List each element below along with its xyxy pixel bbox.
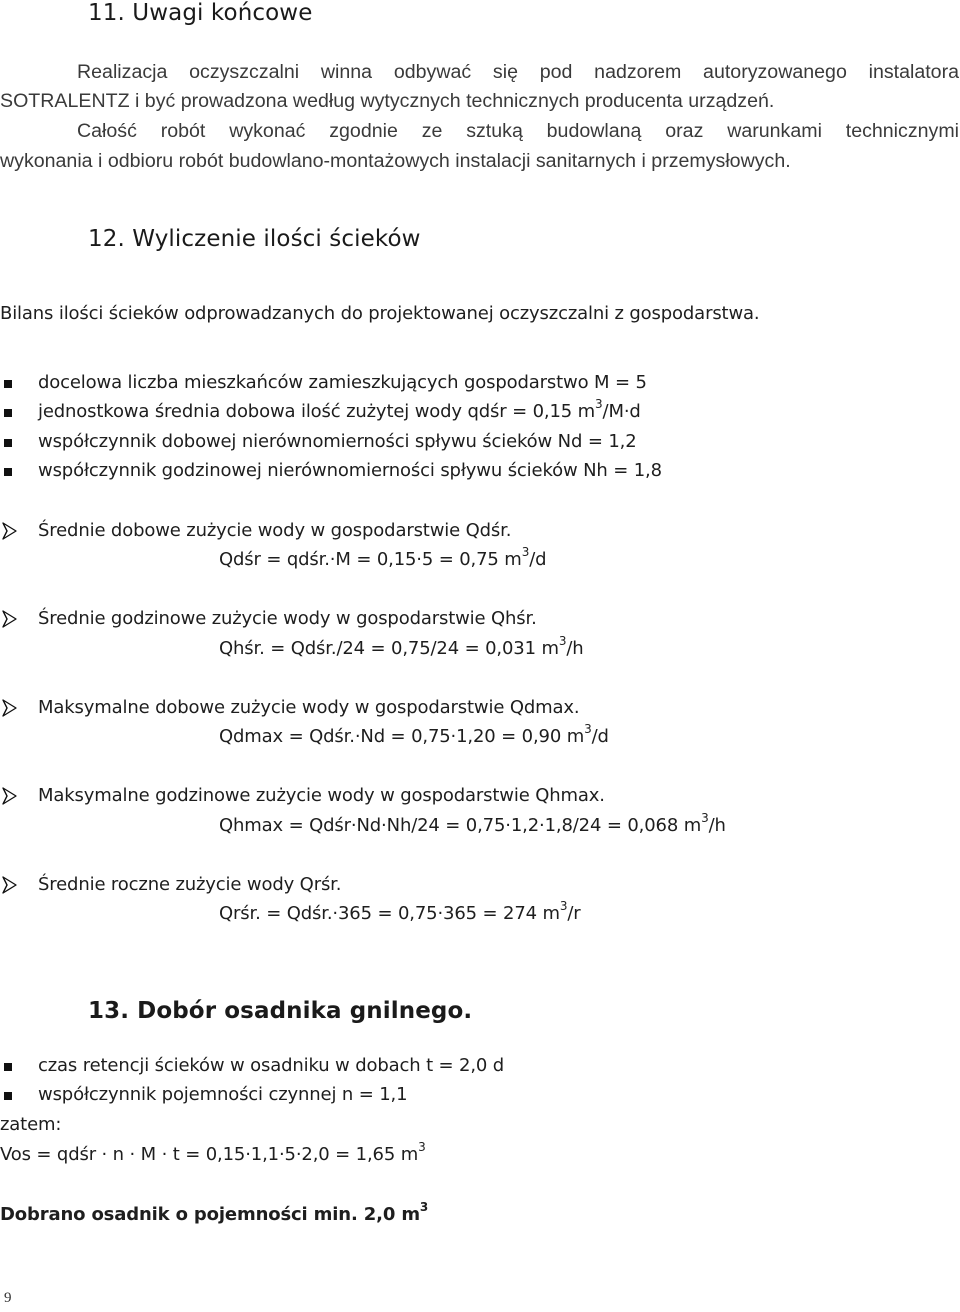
param-list-item: współczynnik dobowej nierównomierności spływu ścieków Nd = 1,2 bbox=[38, 431, 637, 452]
section-11-paragraph-2-line-2: wykonania i odbioru robót budowlano-montażowych instalacji sanitarnych i przemysłowych. bbox=[0, 150, 791, 172]
param-list-item: czas retencji ścieków w osadniku w dobach t = 2,0 d bbox=[38, 1055, 505, 1076]
calc-formula: Qrśr. = Qdśr.·365 = 0,75·365 = 274 $m^3/r$ bbox=[219, 899, 581, 924]
param-list-item: współczynnik pojemności czynnej n = 1,1 bbox=[38, 1084, 408, 1105]
zatem-label: zatem: bbox=[0, 1114, 62, 1135]
arrow-bullet-icon bbox=[2, 610, 18, 628]
square-bullet-icon bbox=[4, 1063, 12, 1071]
calc-formula: Qdmax = Qdśr.·Nd = 0,75·1,20 = 0,90 $m^3/d$ bbox=[219, 722, 609, 747]
calc-formula: Qhmax = Qdśr·Nd·Nh/24 = 0,75·1,2·1,8/24 = 0,068 $m^3/h$ bbox=[219, 811, 726, 836]
calc-label: Maksymalne godzinowe zużycie wody w gospodarstwie Qhmax. bbox=[38, 785, 605, 806]
section-11-title: 11. Uwagi końcowe bbox=[88, 0, 313, 26]
conclusion: Dobrano osadnik o pojemności min. 2,0 $m^3$ bbox=[0, 1200, 429, 1225]
calc-label: Średnie godzinowe zużycie wody w gospodarstwie Qhśr. bbox=[38, 608, 537, 629]
param-list-item: jednostkowa średnia dobowa ilość zużytej wody qdśr = 0,15 $m^3/M\cdot d$ bbox=[38, 397, 641, 422]
section-12-title: 12. Wyliczenie ilości ścieków bbox=[88, 226, 421, 252]
page-number: 9 bbox=[4, 1290, 12, 1306]
square-bullet-icon bbox=[4, 409, 12, 417]
vos-formula: Vos = qdśr · n · M · t = 0,15·1,1·5·2,0 = 1,65 $m^3$ bbox=[0, 1140, 426, 1165]
arrow-bullet-icon bbox=[2, 787, 18, 805]
section-11-paragraph-1-line-2: SOTRALENTZ i być prowadzona według wytycznych technicznych producenta urządzeń. bbox=[0, 90, 775, 112]
calc-formula: Qdśr = qdśr.·M = 0,15·5 = 0,75 $m^3/d$ bbox=[219, 545, 547, 570]
section-11-paragraph-2-line-1: Całość robót wykonać zgodnie ze sztuką budowlaną oraz warunkami technicznymi bbox=[77, 120, 959, 142]
param-list-item: współczynnik godzinowej nierównomierności spływu ścieków Nh = 1,8 bbox=[38, 460, 662, 481]
square-bullet-icon bbox=[4, 468, 12, 476]
param-list-item: docelowa liczba mieszkańców zamieszkujących gospodarstwo M = 5 bbox=[38, 372, 647, 393]
calc-label: Średnie roczne zużycie wody Qrśr. bbox=[38, 874, 342, 895]
section-11-paragraph-1-line-1: Realizacja oczyszczalni winna odbywać się pod nadzorem autoryzowanego instalatora bbox=[77, 61, 959, 83]
calc-label: Średnie dobowe zużycie wody w gospodarstwie Qdśr. bbox=[38, 520, 512, 541]
calc-label: Maksymalne dobowe zużycie wody w gospodarstwie Qdmax. bbox=[38, 697, 580, 718]
square-bullet-icon bbox=[4, 439, 12, 447]
square-bullet-icon bbox=[4, 1092, 12, 1100]
section-13-title: 13. Dobór osadnika gnilnego. bbox=[88, 998, 473, 1024]
section-12-intro: Bilans ilości ścieków odprowadzanych do projektowanej oczyszczalni z gospodarstwa. bbox=[0, 303, 760, 324]
arrow-bullet-icon bbox=[2, 522, 18, 540]
calc-formula: Qhśr. = Qdśr./24 = 0,75/24 = 0,031 $m^3/h$ bbox=[219, 634, 584, 659]
arrow-bullet-icon bbox=[2, 876, 18, 894]
square-bullet-icon bbox=[4, 380, 12, 388]
arrow-bullet-icon bbox=[2, 699, 18, 717]
